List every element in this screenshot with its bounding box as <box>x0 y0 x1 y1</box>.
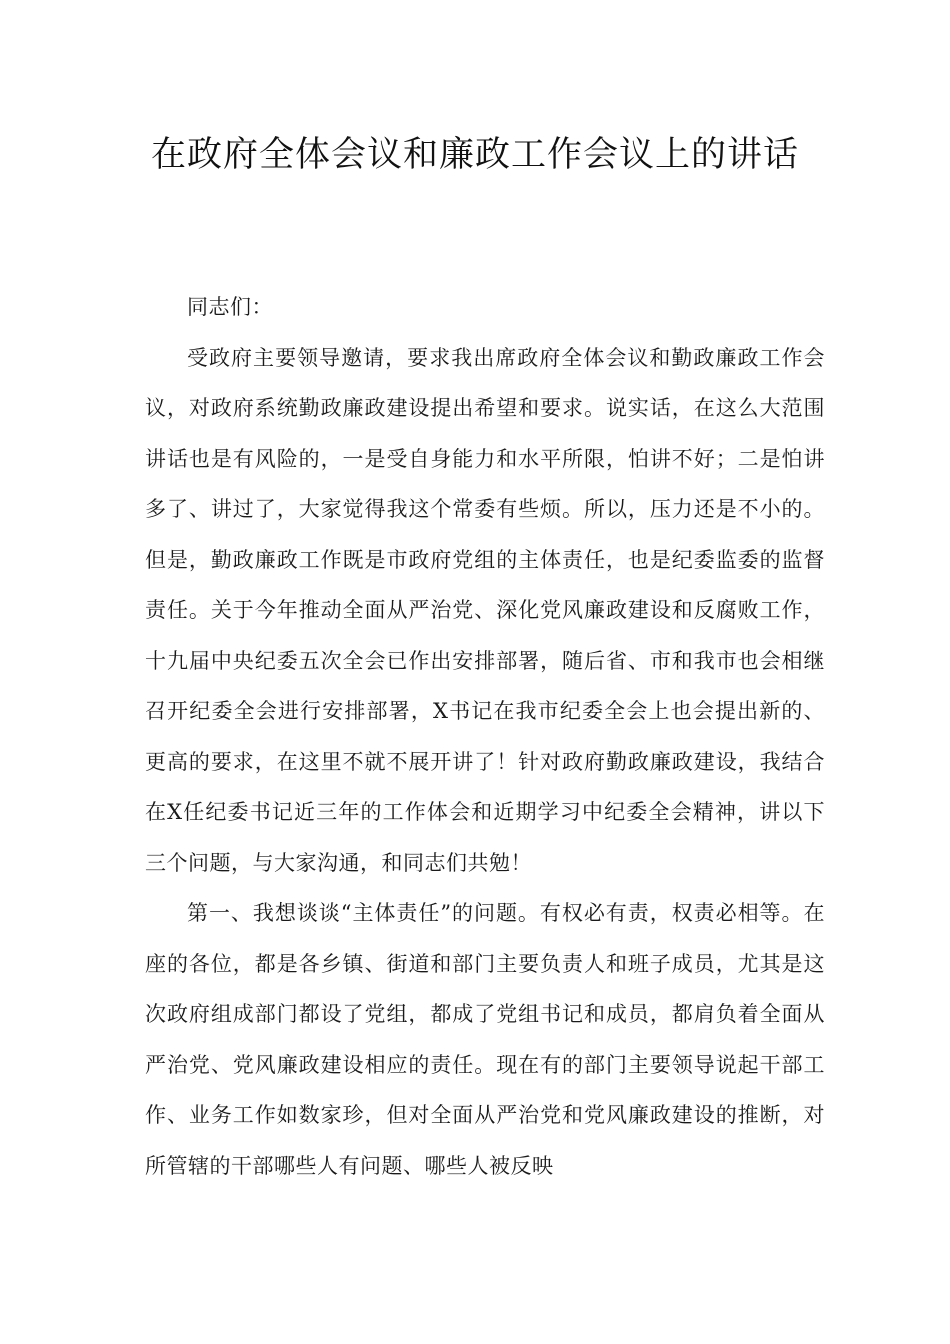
document-title: 在政府全体会议和廉政工作会议上的讲话 <box>150 135 799 175</box>
body-paragraph: 第一、我想谈谈“主体责任”的问题。有权必有责，权责必相等。在座的各位，都是各乡镇、街道和部门主要负责人和班子成员，尤其是这次政府组成部门都设了党组，都成了党组书记和成员，都肩负着全面从严治党、党风廉政建设相应的责任。现在有的部门主要领导说起干部工作、业务工作如数家珍，但对全面从严治党和党风廉政建设的推断，对所管辖的干部哪些人有问题、哪些人被反映 <box>145 901 825 1178</box>
body-paragraph: 受政府主要领导邀请，要求我出席政府全体会议和勤政廉政工作会议，对政府系统勤政廉政建设提出希望和要求。说实话，在这么大范围讲话也是有风险的，一是受自身能力和水平所限，怕讲不好；二是怕讲多了、讲过了，大家觉得我这个常委有些烦。所以，压力还是不小的。但是，勤政廉政工作既是市政府党组的主体责任，也是纪委监委的监督责任。关于今年推动全面从严治党、深化党风廉政建设和反腐败工作，十九届中央纪委五次全会已作出安排部署，随后省、市和我市也会相继召开纪委全会进行安排部署，X书记在我市纪委全会上也会提出新的、更高的要求，在这里不就不展开讲了！针对政府勤政廉政建设，我结合在X任纪委书记近三年的工作体会和近期学习中纪委全会精神，讲以下三个问题，与大家沟通，和同志们共勉！ <box>145 345 825 875</box>
salutation-paragraph: 同志们： <box>187 295 273 319</box>
document-body <box>145 282 825 1191</box>
